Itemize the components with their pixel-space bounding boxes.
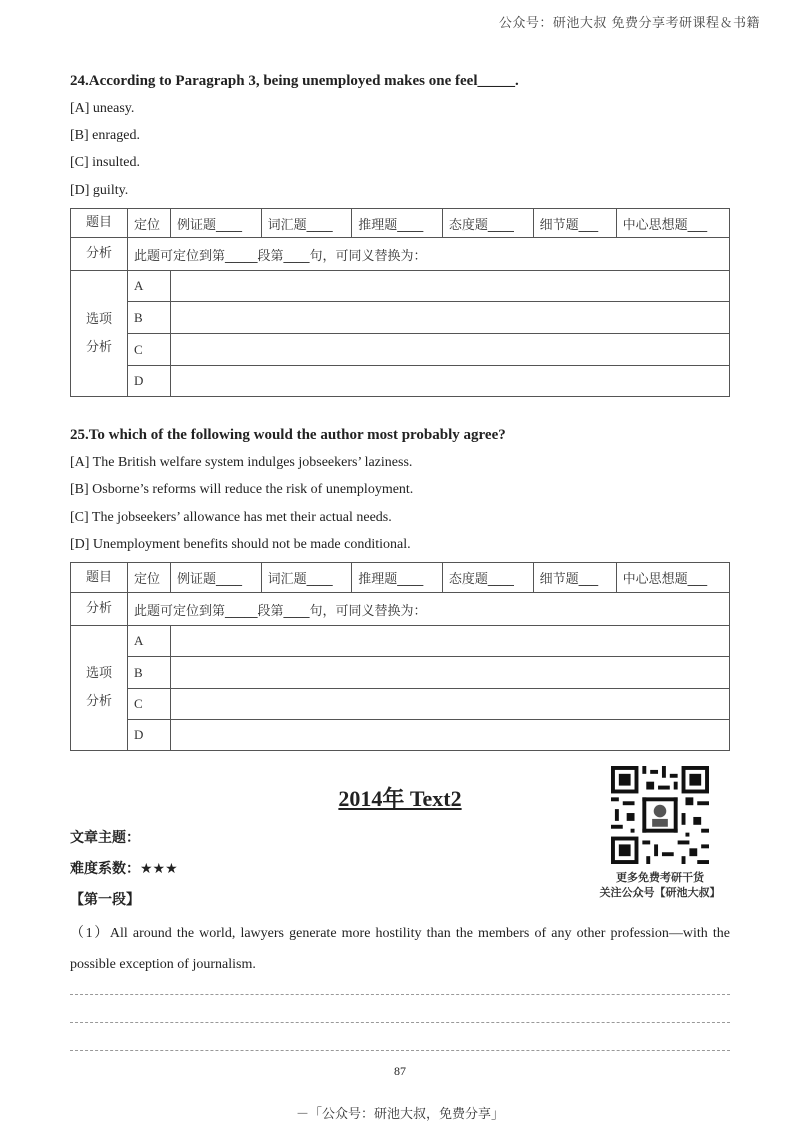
table-label-options xyxy=(71,626,128,751)
option-letter-c: C xyxy=(128,334,171,366)
type-vocab: 词汇题____ xyxy=(261,209,352,238)
option-letter-c: C xyxy=(128,689,171,720)
header-note: 公众号：研池大叔 免费分享考研课程＆书籍 xyxy=(498,16,760,31)
locate-line: 此题可定位到第_____段第____句，可同义替换为： xyxy=(128,593,730,626)
locate-line: 此题可定位到第_____段第____句，可同义替换为： xyxy=(128,238,730,271)
question-25-option-b: [B] Osborne’s reforms will reduce the risk of unemployment. xyxy=(70,482,414,497)
question-24-option-d: [D] guilty. xyxy=(70,183,129,198)
option-analysis-d[interactable] xyxy=(171,366,730,397)
qr-caption-line1: 更多免费考研干货 xyxy=(616,871,704,884)
type-attitude: 态度题____ xyxy=(442,209,533,238)
option-analysis-c[interactable] xyxy=(171,334,730,366)
type-example: 例证题____ xyxy=(171,563,262,593)
option-analysis-a[interactable] xyxy=(171,271,730,302)
label-options-line2: 分析 xyxy=(85,339,112,355)
analysis-table-q24 xyxy=(70,208,730,397)
table-label-question: 题目 xyxy=(71,563,128,593)
page-number: 87 xyxy=(394,1064,406,1078)
label-options-line1: 选项 xyxy=(85,666,112,681)
option-letter-a: A xyxy=(128,271,171,302)
table-label-analysis: 分析 xyxy=(71,238,128,271)
qr-caption-line2: 关注公众号【研池大叔】 xyxy=(599,886,721,899)
question-25-option-a: [A] The British welfare system indulges jobseekers’ laziness. xyxy=(70,455,413,470)
type-locate: 定位 xyxy=(128,209,171,238)
footer-note: －「公众号：研池大叔，免费分享」 xyxy=(295,1107,504,1122)
type-main-idea: 中心思想题___ xyxy=(616,563,729,593)
question-25-option-d: [D] Unemployment benefits should not be made conditional. xyxy=(70,537,411,552)
article-theme-label: 文章主题： xyxy=(70,830,140,846)
question-24-option-c: [C] insulted. xyxy=(70,155,140,170)
qr-code-icon xyxy=(611,766,709,864)
option-letter-b: B xyxy=(128,657,171,689)
option-letter-b: B xyxy=(128,302,171,334)
type-inference: 推理题____ xyxy=(352,209,443,238)
paragraph-label: 【第一段】 xyxy=(70,892,140,908)
option-analysis-a[interactable] xyxy=(171,626,730,657)
question-24-option-b: [B] enraged. xyxy=(70,128,140,143)
type-attitude: 态度题____ xyxy=(442,563,533,593)
table-label-analysis: 分析 xyxy=(71,593,128,626)
type-main-idea: 中心思想题___ xyxy=(616,209,729,238)
question-24-option-a: [A] uneasy. xyxy=(70,101,135,116)
note-line-2[interactable] xyxy=(70,1022,730,1023)
section-title: 2014年 Text2 xyxy=(338,786,462,811)
question-24-stem: 24.According to Paragraph 3, being unemployed makes one feel_____. xyxy=(70,73,519,89)
type-example: 例证题____ xyxy=(171,209,262,238)
option-analysis-d[interactable] xyxy=(171,720,730,751)
paragraph-1-text: （1）All around the world, lawyers generate more hostility than the members of any other profession—with the possible exception of journalism. xyxy=(70,926,730,972)
option-analysis-c[interactable] xyxy=(171,689,730,720)
table-label-options xyxy=(71,271,128,397)
option-letter-d: D xyxy=(128,366,171,397)
type-vocab: 词汇题____ xyxy=(261,563,352,593)
option-analysis-b[interactable] xyxy=(171,302,730,334)
option-analysis-b[interactable] xyxy=(171,657,730,689)
label-options-line2: 分析 xyxy=(85,694,112,709)
qr-block xyxy=(590,766,730,900)
question-25-stem: 25.To which of the following would the author most probably agree? xyxy=(70,427,506,443)
difficulty-label: 难度系数：★★★ xyxy=(70,861,178,877)
type-detail: 细节题___ xyxy=(533,209,616,238)
type-inference: 推理题____ xyxy=(352,563,443,593)
option-letter-d: D xyxy=(128,720,171,751)
analysis-table-q25 xyxy=(70,562,730,751)
type-detail: 细节题___ xyxy=(533,563,616,593)
type-locate: 定位 xyxy=(128,563,171,593)
note-line-1[interactable] xyxy=(70,994,730,995)
option-letter-a: A xyxy=(128,626,171,657)
note-line-3[interactable] xyxy=(70,1050,730,1051)
question-25-option-c: [C] The jobseekers’ allowance has met their actual needs. xyxy=(70,510,392,525)
label-options-line1: 选项 xyxy=(85,311,112,327)
table-label-question: 题目 xyxy=(71,209,128,238)
